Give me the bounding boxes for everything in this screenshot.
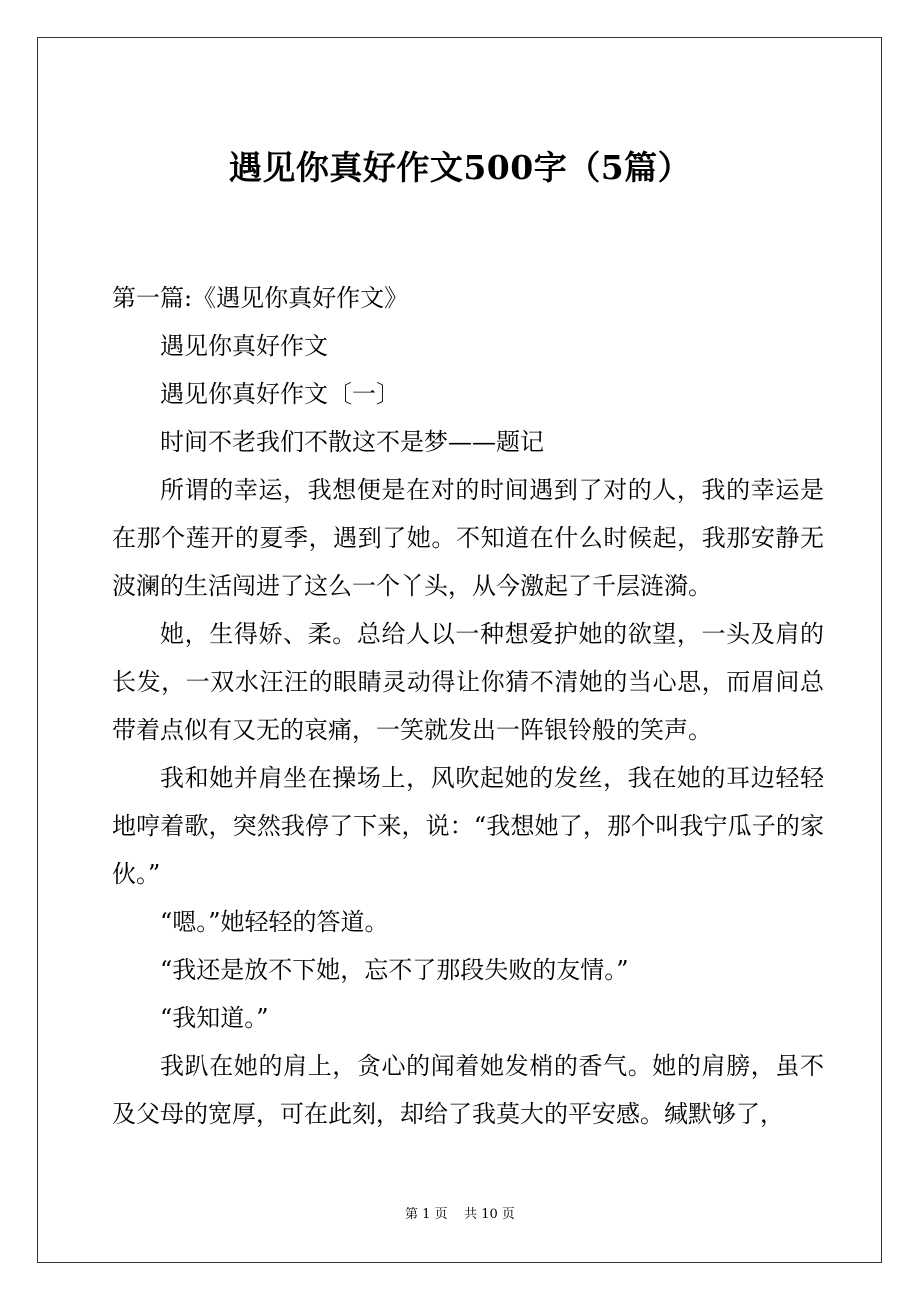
page-number: 第 1 页 [405, 1207, 448, 1222]
paragraph: 我和她并肩坐在操场上，风吹起她的发丝，我在她的耳边轻轻地哼着歌，突然我停了下来，说：“我想她了，那个叫我宁瓜子的家伙。” [112, 764, 824, 888]
page-total: 共 10 页 [464, 1207, 515, 1222]
dialogue-line: “我知道。” [160, 1004, 269, 1032]
section-heading: 第一篇:《遇见你真好作文》 [112, 284, 409, 312]
paragraph: 她，生得娇、柔。总给人以一种想爱护她的欲望，一头及肩的长发，一双水汪汪的眼睛灵动得让你猜不清她的当心思，而眉间总带着点似有又无的哀痛，一笑就发出一阵银铃般的笑声。 [112, 620, 824, 744]
dialogue-line: “我还是放不下她，忘不了那段失败的友情。” [160, 956, 629, 984]
article-subtitle: 遇见你真好作文〔一〕 [160, 380, 400, 408]
page-footer [0, 1206, 920, 1224]
epigraph: 时间不老我们不散这不是梦——题记 [160, 428, 544, 456]
document-title: 遇见你真好作文500字（5篇） [228, 148, 692, 187]
document-body [112, 274, 824, 1138]
article-title: 遇见你真好作文 [160, 332, 328, 360]
paragraph: 所谓的幸运，我想便是在对的时间遇到了对的人，我的幸运是在那个莲开的夏季，遇到了她。不知道在什么时候起，我那安静无波澜的生活闯进了这么一个丫头，从今激起了千层涟漪。 [112, 476, 824, 600]
dialogue-line: “嗯。”她轻轻的答道。 [160, 908, 389, 936]
paragraph: 我趴在她的肩上，贪心的闻着她发梢的香气。她的肩膀，虽不及父母的宽厚，可在此刻，却给了我莫大的平安感。缄默够了， [112, 1052, 824, 1128]
